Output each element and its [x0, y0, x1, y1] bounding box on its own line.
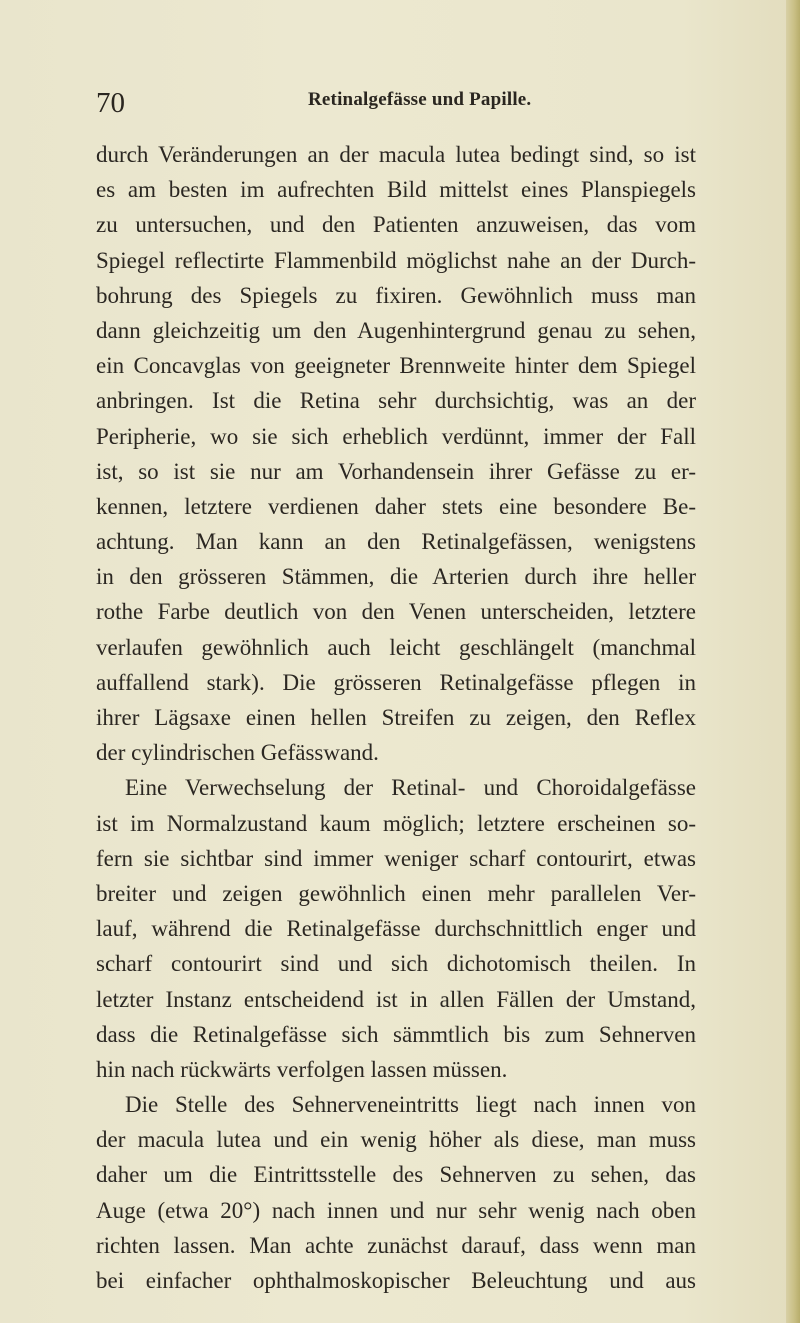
text-line: breiter und zeigen gewöhnlich einen mehr parallelen Ver-: [96, 880, 696, 906]
page-header: [96, 86, 696, 126]
text-line: in den grösseren Stämmen, die Arterien durch ihre heller: [96, 564, 696, 590]
text-line: es am besten im aufrechten Bild mittelst eines Planspiegels: [96, 177, 696, 203]
text-line: dass die Retinalgefässe sich sämmtlich bis zum Sehnerven: [96, 1021, 696, 1047]
text-line: fern sie sichtbar sind immer weniger scharf contourirt, etwas: [96, 845, 696, 871]
text-line: Auge (etwa 20°) nach innen und nur sehr wenig nach oben: [96, 1197, 696, 1223]
text-line-paragraph-end: der cylindrischen Gefässwand.: [96, 740, 379, 766]
text-line: ein Concavglas von geeigneter Brennweite hinter dem Spiegel: [96, 353, 696, 379]
text-line: ihrer Lägsaxe einen hellen Streifen zu zeigen, den Reflex: [96, 705, 696, 730]
running-title: Retinalgefässe und Papille.: [308, 89, 532, 110]
text-line-paragraph-start: Eine Verwechselung der Retinal- und Choroidalgefässe: [125, 775, 696, 801]
text-line: ist im Normalzustand kaum möglich; letztere erscheinen so-: [96, 810, 696, 836]
text-line: anbringen. Ist die Retina sehr durchsichtig, was an der: [96, 388, 696, 414]
text-line-paragraph-start: Die Stelle des Sehnerveneintritts liegt nach innen von: [125, 1092, 696, 1118]
text-line: rothe Farbe deutlich von den Venen unterscheiden, letztere: [96, 599, 696, 625]
text-line-paragraph-end: hin nach rückwärts verfolgen lassen müssen.: [96, 1056, 508, 1082]
text-line: bei einfacher ophthalmoskopischer Beleuchtung und aus: [96, 1268, 696, 1293]
text-line: daher um die Eintrittsstelle des Sehnerven zu sehen, das: [96, 1162, 696, 1188]
text-line: dann gleichzeitig um den Augenhintergrund genau zu sehen,: [96, 317, 696, 343]
body-text: [96, 137, 696, 1298]
text-line: durch Veränderungen an der macula lutea bedingt sind, so ist: [96, 142, 696, 167]
text-line: Peripherie, wo sie sich erheblich verdünnt, immer der Fall: [96, 423, 696, 449]
text-line: ist, so ist sie nur am Vorhandensein ihrer Gefässe zu er-: [96, 458, 696, 484]
text-line: richten lassen. Man achte zunächst darauf, dass wenn man: [96, 1232, 696, 1258]
text-line: kennen, letztere verdienen daher stets eine besondere Be-: [96, 493, 696, 519]
text-line: scharf contourirt sind und sich dichotomisch theilen. In: [96, 951, 696, 977]
text-line: letzter Instanz entscheidend ist in allen Fällen der Umstand,: [96, 986, 696, 1012]
page-edge-shadow: [786, 0, 800, 1323]
text-line: achtung. Man kann an den Retinalgefässen, wenigstens: [96, 529, 696, 555]
text-line: bohrung des Spiegels zu fixiren. Gewöhnlich muss man: [96, 282, 696, 308]
text-line: Spiegel reflectirte Flammenbild möglichst nahe an der Durch-: [96, 247, 696, 273]
text-line: lauf, während die Retinalgefässe durchschnittlich enger und: [96, 916, 696, 942]
text-line: verlaufen gewöhnlich auch leicht geschlängelt (manchmal: [96, 634, 696, 660]
text-line: der macula lutea und ein wenig höher als diese, man muss: [96, 1127, 696, 1153]
text-line: auffallend stark). Die grösseren Retinalgefässe pflegen in: [96, 669, 696, 695]
text-line: zu untersuchen, und den Patienten anzuweisen, das vom: [96, 212, 696, 238]
page-number: 70: [96, 87, 125, 119]
